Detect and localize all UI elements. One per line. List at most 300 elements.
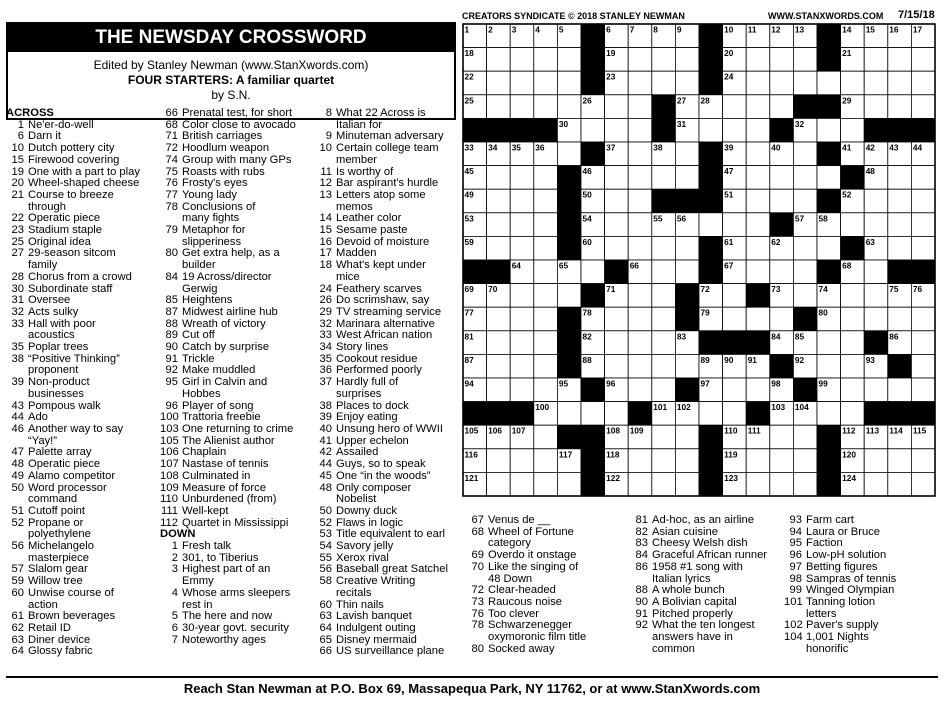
clue-text: slipperiness (182, 235, 242, 248)
grid-cell[interactable] (723, 378, 747, 402)
cell-number: 120 (842, 449, 856, 460)
clue-text: Culminated in (182, 469, 251, 482)
clue-text: through (28, 200, 66, 213)
grid-cell[interactable] (911, 472, 935, 496)
clue-number: 35 (319, 352, 332, 365)
grid-cell[interactable] (675, 71, 699, 95)
grid-cell[interactable] (534, 166, 558, 190)
grid-cell[interactable] (841, 331, 865, 355)
grid-cell[interactable] (888, 307, 912, 331)
grid-cell[interactable] (534, 236, 558, 260)
clue-number: 67 (471, 514, 484, 526)
grid-cell[interactable] (534, 331, 558, 355)
grid-cell[interactable] (911, 95, 935, 119)
grid-cell[interactable] (675, 142, 699, 166)
grid-cell[interactable] (888, 213, 912, 237)
clue-text: Emmy (182, 575, 214, 588)
clue-text: Alamo competitor (28, 469, 116, 482)
cell-number: 55 (653, 213, 663, 224)
grid-cell[interactable] (699, 213, 723, 237)
grid-cell[interactable] (911, 166, 935, 190)
grid-cell[interactable] (605, 213, 629, 237)
clue-number: 50 (319, 504, 332, 517)
grid-cell[interactable] (770, 48, 794, 72)
grid-cell[interactable] (770, 260, 794, 284)
grid-cell[interactable] (817, 71, 841, 95)
grid-cell[interactable] (888, 166, 912, 190)
black-square (723, 331, 747, 355)
grid-cell[interactable] (652, 284, 676, 308)
clue-number: 50 (11, 481, 24, 494)
grid-cell[interactable] (770, 307, 794, 331)
grid-cell[interactable] (534, 95, 558, 119)
clue-number: 61 (11, 610, 24, 623)
cell-number: 18 (464, 48, 474, 59)
clue-text: Darn it (28, 130, 61, 143)
grid-cell[interactable] (534, 425, 558, 449)
grid-cell[interactable] (817, 236, 841, 260)
grid-cell[interactable] (911, 307, 935, 331)
grid-cell[interactable] (675, 449, 699, 473)
grid-cell[interactable] (746, 213, 770, 237)
grid-cell[interactable] (652, 354, 676, 378)
grid-cell[interactable] (911, 354, 935, 378)
black-square (581, 48, 605, 72)
grid-cell[interactable] (510, 472, 534, 496)
clue-number: 3 (171, 563, 178, 576)
clue-text: Italian for (336, 118, 383, 131)
grid-cell[interactable] (888, 71, 912, 95)
grid-cell[interactable] (628, 142, 652, 166)
grid-cell[interactable] (911, 449, 935, 473)
grid-cell[interactable] (841, 118, 865, 142)
clue-text: Nobelist (336, 493, 377, 506)
clue-number: 38 (319, 399, 332, 412)
grid-cell[interactable] (888, 48, 912, 72)
black-square (675, 307, 699, 331)
grid-cell[interactable] (510, 48, 534, 72)
clue-text: A Bolivian capital (652, 595, 737, 608)
grid-cell[interactable] (487, 378, 511, 402)
cell-number: 75 (889, 284, 899, 295)
grid-cell[interactable] (605, 189, 629, 213)
black-square (463, 402, 487, 426)
grid-cell[interactable] (723, 307, 747, 331)
grid-cell[interactable] (628, 95, 652, 119)
cell-number: 77 (464, 307, 474, 318)
grid-cell[interactable] (888, 189, 912, 213)
grid-cell[interactable] (534, 354, 558, 378)
grid-cell[interactable] (510, 166, 534, 190)
grid-cell[interactable] (770, 472, 794, 496)
cell-number: 100 (535, 402, 550, 413)
website-credit: WWW.STANXWORDS.COM (768, 11, 884, 21)
grid-cell[interactable] (652, 166, 676, 190)
grid-cell[interactable] (723, 118, 747, 142)
cell-number: 49 (464, 189, 474, 200)
clue-text: Girl in Calvin and (182, 376, 268, 389)
grid-cell[interactable] (581, 402, 605, 426)
grid-cell[interactable] (557, 284, 581, 308)
grid-cell[interactable] (487, 331, 511, 355)
grid-cell[interactable] (864, 378, 888, 402)
grid-cell[interactable] (911, 48, 935, 72)
grid-cell[interactable] (841, 71, 865, 95)
grid-cell[interactable] (534, 449, 558, 473)
clue-number: 96 (165, 399, 178, 412)
grid-cell[interactable] (746, 189, 770, 213)
grid-cell[interactable] (817, 402, 841, 426)
clue-text: Cheesy Welsh dish (652, 537, 748, 550)
grid-cell[interactable] (510, 378, 534, 402)
grid-cell[interactable] (628, 213, 652, 237)
cell-number: 109 (629, 425, 644, 436)
grid-cell[interactable] (628, 236, 652, 260)
grid-cell[interactable] (652, 331, 676, 355)
clue-text: Disney mermaid (336, 633, 417, 646)
grid-cell[interactable] (605, 118, 629, 142)
clue-text: Acts sulky (28, 305, 79, 318)
grid-cell[interactable] (793, 48, 817, 72)
cell-number: 83 (676, 331, 687, 342)
grid-cell[interactable] (652, 48, 676, 72)
clue-number: 92 (165, 364, 178, 377)
cell-number: 89 (700, 354, 710, 365)
grid-cell[interactable] (746, 95, 770, 119)
grid-cell[interactable] (652, 307, 676, 331)
grid-cell[interactable] (675, 425, 699, 449)
grid-cell[interactable] (841, 284, 865, 308)
clue-text: Raucous noise (488, 595, 563, 608)
clue-text: Unwise course of (28, 586, 114, 599)
black-square (770, 118, 794, 142)
black-square (841, 236, 865, 260)
grid-cell[interactable] (652, 378, 676, 402)
grid-cell[interactable] (746, 236, 770, 260)
black-square (534, 118, 558, 142)
black-square (699, 260, 723, 284)
grid-cell[interactable] (534, 378, 558, 402)
grid-cell[interactable] (864, 213, 888, 237)
grid-cell[interactable] (534, 213, 558, 237)
grid-cell[interactable] (793, 142, 817, 166)
grid-cell[interactable] (770, 166, 794, 190)
clue-number: 1 (171, 540, 178, 553)
grid-cell[interactable] (605, 354, 629, 378)
grid-cell[interactable] (487, 354, 511, 378)
clue-number: 88 (165, 317, 178, 330)
clue-number: 73 (471, 595, 484, 608)
grid-cell[interactable] (675, 472, 699, 496)
grid-cell[interactable] (534, 472, 558, 496)
clue-text: Sesame paste (336, 224, 408, 237)
grid-cell[interactable] (487, 95, 511, 119)
clue-text: TV streaming service (336, 305, 442, 318)
grid-cell[interactable] (911, 331, 935, 355)
grid-cell[interactable] (793, 425, 817, 449)
grid-cell[interactable] (534, 71, 558, 95)
grid-cell[interactable] (793, 284, 817, 308)
clue-text: Places to dock (336, 399, 409, 412)
cell-number: 87 (464, 354, 474, 365)
clue-text (182, 528, 185, 540)
clue-number: 4 (171, 586, 178, 599)
grid-cell[interactable] (510, 236, 534, 260)
grid-cell[interactable] (487, 71, 511, 95)
grid-cell[interactable] (675, 48, 699, 72)
grid-cell[interactable] (675, 236, 699, 260)
black-square (864, 118, 888, 142)
grid-cell[interactable] (841, 307, 865, 331)
grid-cell[interactable] (652, 236, 676, 260)
grid-cell[interactable] (746, 142, 770, 166)
grid-cell[interactable] (581, 118, 605, 142)
grid-cell[interactable] (605, 402, 629, 426)
grid-cell[interactable] (864, 260, 888, 284)
grid-cell[interactable] (746, 71, 770, 95)
clue-number: 70 (471, 560, 484, 573)
grid-cell[interactable] (864, 307, 888, 331)
grid-cell[interactable] (793, 166, 817, 190)
clue-text: Original idea (28, 235, 91, 248)
grid-cell[interactable] (510, 95, 534, 119)
grid-cell[interactable] (817, 166, 841, 190)
grid-cell[interactable] (770, 189, 794, 213)
grid-cell[interactable] (510, 213, 534, 237)
grid-cell[interactable] (510, 354, 534, 378)
grid-cell[interactable] (510, 284, 534, 308)
black-square (581, 472, 605, 496)
clue-number: 9 (325, 130, 332, 143)
grid-cell[interactable] (487, 166, 511, 190)
grid-cell[interactable] (628, 118, 652, 142)
grid-cell[interactable] (770, 449, 794, 473)
grid-cell[interactable] (864, 95, 888, 119)
grid-cell[interactable] (888, 378, 912, 402)
grid-cell[interactable] (793, 472, 817, 496)
grid-cell[interactable] (605, 307, 629, 331)
grid-cell[interactable] (723, 402, 747, 426)
grid-cell[interactable] (746, 449, 770, 473)
grid-cell[interactable] (841, 354, 865, 378)
grid-cell[interactable] (746, 48, 770, 72)
clue-number: 69 (471, 549, 484, 562)
clue-number: 58 (319, 575, 332, 588)
grid-cell[interactable] (699, 402, 723, 426)
clue-text: Wheel-shaped cheese (28, 177, 140, 190)
grid-cell[interactable] (628, 449, 652, 473)
grid-cell[interactable] (911, 378, 935, 402)
clue-text: What's kept under (336, 259, 426, 272)
cell-number: 99 (818, 378, 828, 389)
clue-text: acoustics (28, 329, 75, 342)
grid-cell[interactable] (628, 284, 652, 308)
grid-cell[interactable] (817, 331, 841, 355)
grid-cell[interactable] (911, 189, 935, 213)
grid-cell[interactable] (557, 95, 581, 119)
clue-number: 22 (11, 212, 24, 225)
clue-text: Trattoria freebie (182, 411, 261, 424)
clue-text: Feathery scarves (336, 282, 422, 295)
grid-cell[interactable] (793, 71, 817, 95)
grid-cell[interactable] (581, 260, 605, 284)
black-square (817, 24, 841, 48)
grid-cell[interactable] (487, 48, 511, 72)
grid-cell[interactable] (723, 213, 747, 237)
cell-number: 42 (865, 142, 875, 153)
grid-cell[interactable] (652, 71, 676, 95)
grid-cell[interactable] (723, 95, 747, 119)
grid-cell[interactable] (793, 236, 817, 260)
clue-text: The Alienist author (182, 434, 275, 447)
grid-cell[interactable] (628, 189, 652, 213)
grid-cell[interactable] (770, 95, 794, 119)
grid-cell[interactable] (746, 378, 770, 402)
grid-cell[interactable] (534, 284, 558, 308)
cell-number: 21 (842, 48, 852, 59)
clue-text: polyethylene (28, 528, 91, 541)
grid-cell[interactable] (723, 284, 747, 308)
grid-cell[interactable] (675, 260, 699, 284)
clue-text: Xerox rival (336, 551, 389, 564)
grid-cell[interactable] (675, 166, 699, 190)
grid-cell[interactable] (605, 95, 629, 119)
clue-number: 36 (319, 364, 332, 377)
clue-text: Well-kept (182, 504, 229, 517)
grid-cell[interactable] (510, 331, 534, 355)
clue-text: Socked away (488, 642, 555, 655)
black-square (746, 284, 770, 308)
grid-cell[interactable] (911, 71, 935, 95)
crossword-grid-svg[interactable] (462, 23, 937, 498)
grid-cell[interactable] (864, 472, 888, 496)
grid-cell[interactable] (746, 307, 770, 331)
grid-cell[interactable] (911, 213, 935, 237)
grid-cell[interactable] (864, 71, 888, 95)
grid-cell[interactable] (888, 236, 912, 260)
grid-cell[interactable] (557, 71, 581, 95)
clue-number: 27 (11, 247, 24, 260)
grid-cell[interactable] (628, 166, 652, 190)
grid-cell[interactable] (628, 307, 652, 331)
grid-cell[interactable] (510, 449, 534, 473)
clue-text: Story lines (336, 341, 389, 354)
grid-cell[interactable] (628, 354, 652, 378)
grid-cell[interactable] (699, 118, 723, 142)
grid-cell[interactable] (534, 307, 558, 331)
clue-number: 39 (11, 376, 24, 389)
grid-cell[interactable] (628, 378, 652, 402)
clue-text: Certain college team (336, 142, 439, 155)
grid-cell[interactable] (746, 260, 770, 284)
grid-cell[interactable] (628, 48, 652, 72)
grid-cell[interactable] (841, 213, 865, 237)
grid-cell[interactable] (487, 307, 511, 331)
grid-cell[interactable] (510, 71, 534, 95)
clue-number: 83 (635, 537, 648, 550)
clue-column-1 (6, 108, 156, 658)
clue-text: 1,001 Nights (806, 631, 869, 644)
grid-cell[interactable] (864, 189, 888, 213)
grid-cell[interactable] (628, 472, 652, 496)
black-square (581, 71, 605, 95)
clue-text: Low-pH solution (806, 549, 887, 562)
grid-cell[interactable] (888, 449, 912, 473)
grid-cell[interactable] (487, 236, 511, 260)
grid-cell[interactable] (746, 166, 770, 190)
crossword-grid[interactable] (462, 23, 937, 498)
grid-cell[interactable] (487, 472, 511, 496)
clue-number: 41 (319, 434, 332, 447)
cell-number: 32 (794, 118, 805, 129)
grid-cell[interactable] (817, 118, 841, 142)
grid-cell[interactable] (746, 472, 770, 496)
grid-cell[interactable] (675, 354, 699, 378)
grid-cell[interactable] (557, 48, 581, 72)
black-square (605, 260, 629, 284)
grid-cell[interactable] (534, 260, 558, 284)
grid-cell[interactable] (864, 284, 888, 308)
grid-cell[interactable] (652, 260, 676, 284)
cell-number: 104 (794, 402, 809, 413)
grid-cell[interactable] (605, 236, 629, 260)
grid-cell[interactable] (557, 472, 581, 496)
cell-number: 41 (842, 142, 852, 153)
grid-cell[interactable] (888, 472, 912, 496)
grid-cell[interactable] (557, 402, 581, 426)
cell-number: 123 (724, 472, 738, 483)
clue-number: 16 (319, 235, 332, 248)
grid-cell[interactable] (888, 95, 912, 119)
clue-column-2 (160, 108, 310, 646)
grid-cell[interactable] (911, 236, 935, 260)
grid-cell[interactable] (487, 449, 511, 473)
grid-cell[interactable] (510, 307, 534, 331)
grid-cell[interactable] (770, 425, 794, 449)
grid-cell[interactable] (841, 378, 865, 402)
grid-cell[interactable] (628, 71, 652, 95)
grid-cell[interactable] (652, 449, 676, 473)
grid-cell[interactable] (605, 166, 629, 190)
cell-number: 40 (771, 142, 781, 153)
grid-cell[interactable] (557, 142, 581, 166)
grid-cell[interactable] (534, 189, 558, 213)
grid-cell[interactable] (510, 189, 534, 213)
grid-cell[interactable] (746, 118, 770, 142)
clue-text: One with a part to play (28, 165, 140, 178)
grid-cell[interactable] (487, 213, 511, 237)
grid-cell[interactable] (864, 48, 888, 72)
clue-column-4 (466, 515, 626, 655)
grid-cell[interactable] (487, 189, 511, 213)
grid-cell[interactable] (793, 189, 817, 213)
grid-cell[interactable] (817, 354, 841, 378)
grid-cell[interactable] (534, 48, 558, 72)
grid-cell[interactable] (841, 402, 865, 426)
grid-cell[interactable] (652, 425, 676, 449)
black-square (652, 118, 676, 142)
grid-cell[interactable] (793, 449, 817, 473)
clue-number: 25 (11, 235, 24, 248)
clue-number: 1 (17, 118, 24, 131)
grid-cell[interactable] (864, 449, 888, 473)
grid-cell[interactable] (770, 71, 794, 95)
cell-number: 25 (464, 95, 474, 106)
grid-cell[interactable] (628, 331, 652, 355)
grid-cell[interactable] (605, 331, 629, 355)
grid-cell[interactable] (793, 260, 817, 284)
grid-cell[interactable] (652, 472, 676, 496)
